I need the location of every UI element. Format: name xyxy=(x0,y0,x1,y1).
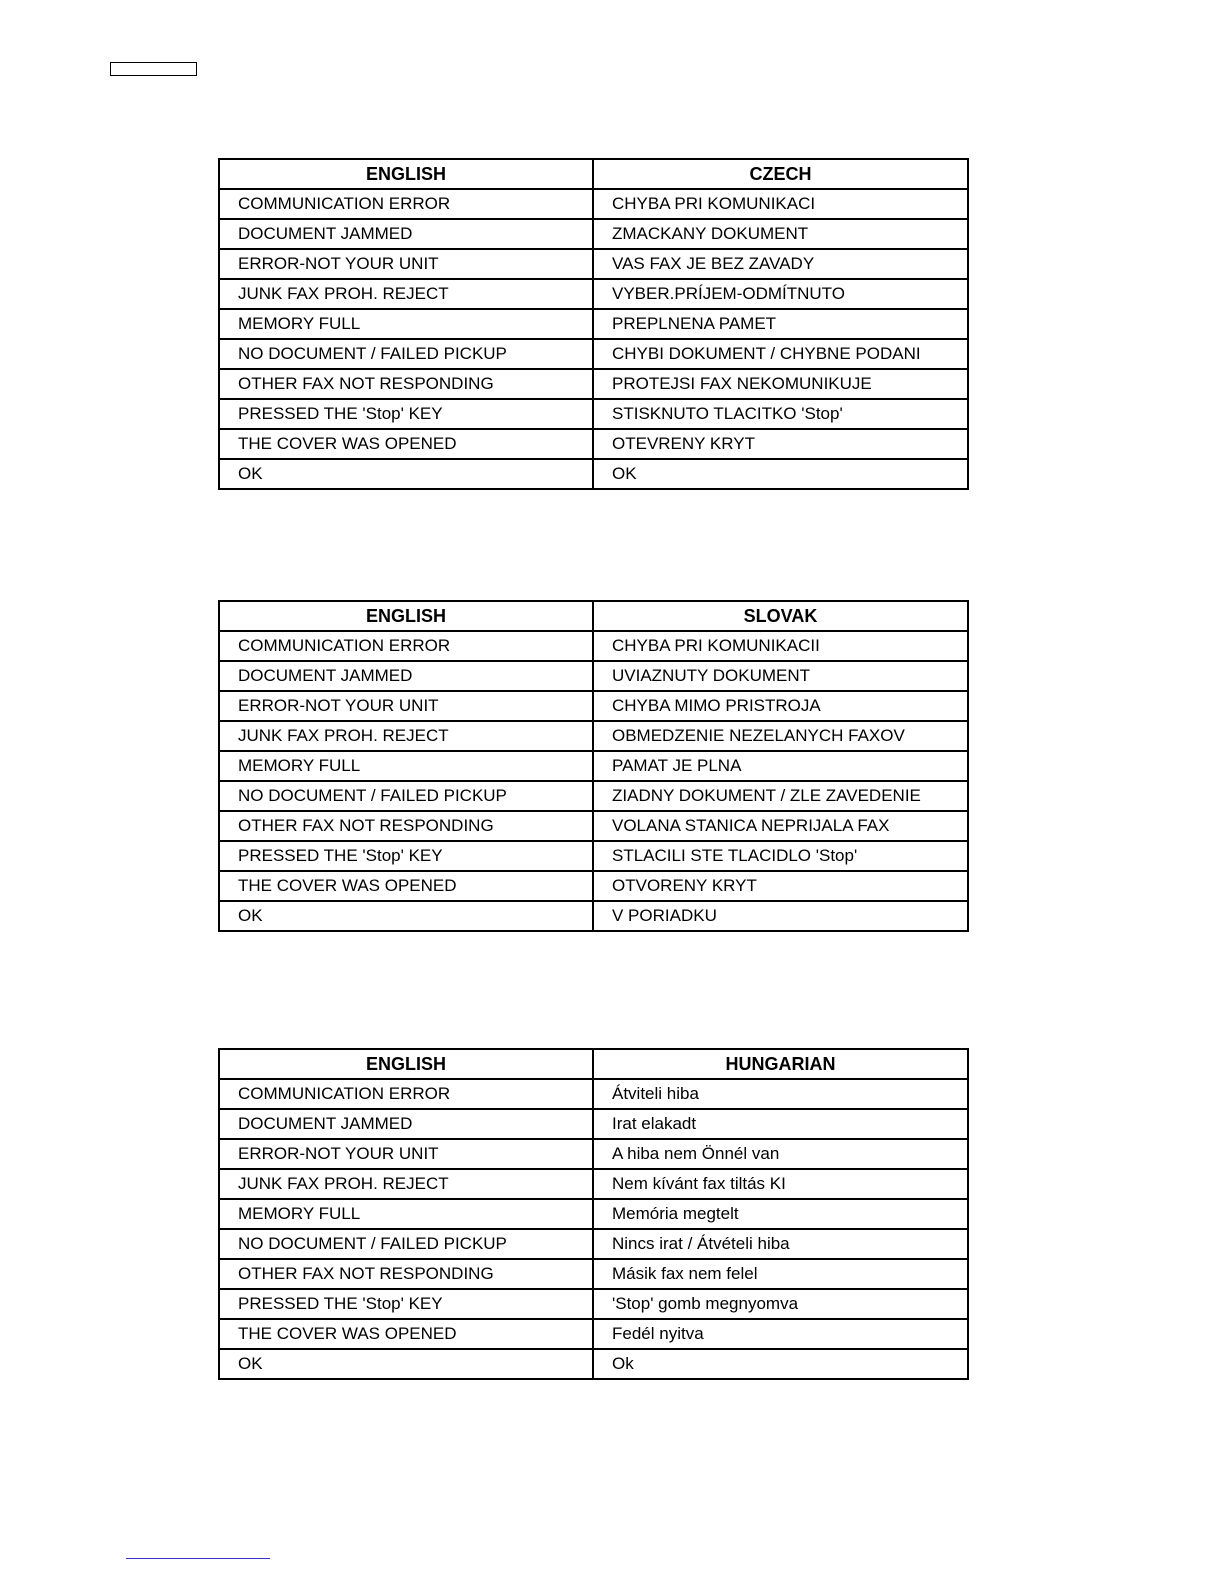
translated-message-cell: Fedél nyitva xyxy=(593,1319,968,1349)
english-message-cell: DOCUMENT JAMMED xyxy=(219,219,593,249)
table-row xyxy=(219,871,968,901)
table-row xyxy=(219,781,968,811)
english-message-cell: DOCUMENT JAMMED xyxy=(219,1109,593,1139)
czech-translation-table xyxy=(218,158,969,490)
translated-message-cell: Memória megtelt xyxy=(593,1199,968,1229)
english-message-cell: OK xyxy=(219,459,593,489)
table-row xyxy=(219,1259,968,1289)
table-row xyxy=(219,1169,968,1199)
english-message-cell: ERROR-NOT YOUR UNIT xyxy=(219,249,593,279)
english-message-cell: DOCUMENT JAMMED xyxy=(219,661,593,691)
table-row xyxy=(219,399,968,429)
footer-link-underline[interactable] xyxy=(126,1558,270,1559)
english-message-cell: ERROR-NOT YOUR UNIT xyxy=(219,1139,593,1169)
column-header-language: SLOVAK xyxy=(593,601,968,631)
english-message-cell: COMMUNICATION ERROR xyxy=(219,1079,593,1109)
table-row xyxy=(219,1319,968,1349)
translated-message-cell: CHYBA MIMO PRISTROJA xyxy=(593,691,968,721)
translated-message-cell: OTVORENY KRYT xyxy=(593,871,968,901)
translated-message-cell: Nem kívánt fax tiltás KI xyxy=(593,1169,968,1199)
table-row xyxy=(219,369,968,399)
table-row xyxy=(219,1289,968,1319)
english-message-cell: OTHER FAX NOT RESPONDING xyxy=(219,1259,593,1289)
translated-message-cell: CHYBA PRI KOMUNIKACI xyxy=(593,189,968,219)
translated-message-cell: OTEVRENY KRYT xyxy=(593,429,968,459)
table-row xyxy=(219,189,968,219)
column-header-language: CZECH xyxy=(593,159,968,189)
translated-message-cell: STLACILI STE TLACIDLO 'Stop' xyxy=(593,841,968,871)
translated-message-cell: ZIADNY DOKUMENT / ZLE ZAVEDENIE xyxy=(593,781,968,811)
column-header-english: ENGLISH xyxy=(219,159,593,189)
table-row xyxy=(219,721,968,751)
table-row xyxy=(219,1079,968,1109)
slovak-translation-table xyxy=(218,600,969,932)
column-header-english: ENGLISH xyxy=(219,601,593,631)
table-row xyxy=(219,841,968,871)
translated-message-cell: VYBER.PRÍJEM-ODMÍTNUTO xyxy=(593,279,968,309)
translated-message-cell: UVIAZNUTY DOKUMENT xyxy=(593,661,968,691)
english-message-cell: OK xyxy=(219,901,593,931)
translated-message-cell: V PORIADKU xyxy=(593,901,968,931)
table-row xyxy=(219,1139,968,1169)
english-message-cell: THE COVER WAS OPENED xyxy=(219,429,593,459)
english-message-cell: THE COVER WAS OPENED xyxy=(219,871,593,901)
english-message-cell: JUNK FAX PROH. REJECT xyxy=(219,1169,593,1199)
table-row xyxy=(219,811,968,841)
table-row xyxy=(219,309,968,339)
english-message-cell: PRESSED THE 'Stop' KEY xyxy=(219,1289,593,1319)
translated-message-cell: VAS FAX JE BEZ ZAVADY xyxy=(593,249,968,279)
table-row xyxy=(219,219,968,249)
translated-message-cell: Másik fax nem felel xyxy=(593,1259,968,1289)
translated-message-cell: Irat elakadt xyxy=(593,1109,968,1139)
table-row xyxy=(219,1109,968,1139)
table-body xyxy=(219,631,968,931)
table-row xyxy=(219,279,968,309)
table-row xyxy=(219,691,968,721)
english-message-cell: NO DOCUMENT / FAILED PICKUP xyxy=(219,781,593,811)
english-message-cell: MEMORY FULL xyxy=(219,1199,593,1229)
table-row xyxy=(219,1229,968,1259)
english-message-cell: OK xyxy=(219,1349,593,1379)
table-row xyxy=(219,429,968,459)
english-message-cell: COMMUNICATION ERROR xyxy=(219,189,593,219)
translated-message-cell: VOLANA STANICA NEPRIJALA FAX xyxy=(593,811,968,841)
table-row xyxy=(219,339,968,369)
english-message-cell: PRESSED THE 'Stop' KEY xyxy=(219,841,593,871)
translated-message-cell: A hiba nem Önnél van xyxy=(593,1139,968,1169)
translated-message-cell: STISKNUTO TLACITKO 'Stop' xyxy=(593,399,968,429)
translated-message-cell: 'Stop' gomb megnyomva xyxy=(593,1289,968,1319)
translated-message-cell: Nincs irat / Átvételi hiba xyxy=(593,1229,968,1259)
hungarian-translation-table xyxy=(218,1048,969,1380)
table-row xyxy=(219,1199,968,1229)
column-header-language: HUNGARIAN xyxy=(593,1049,968,1079)
english-message-cell: NO DOCUMENT / FAILED PICKUP xyxy=(219,1229,593,1259)
translated-message-cell: PREPLNENA PAMET xyxy=(593,309,968,339)
english-message-cell: THE COVER WAS OPENED xyxy=(219,1319,593,1349)
english-message-cell: OTHER FAX NOT RESPONDING xyxy=(219,811,593,841)
translated-message-cell: Ok xyxy=(593,1349,968,1379)
table-row xyxy=(219,631,968,661)
english-message-cell: NO DOCUMENT / FAILED PICKUP xyxy=(219,339,593,369)
translated-message-cell: PROTEJSI FAX NEKOMUNIKUJE xyxy=(593,369,968,399)
english-message-cell: MEMORY FULL xyxy=(219,309,593,339)
table-row xyxy=(219,661,968,691)
translated-message-cell: Átviteli hiba xyxy=(593,1079,968,1109)
english-message-cell: JUNK FAX PROH. REJECT xyxy=(219,279,593,309)
english-message-cell: JUNK FAX PROH. REJECT xyxy=(219,721,593,751)
english-message-cell: COMMUNICATION ERROR xyxy=(219,631,593,661)
table-row xyxy=(219,901,968,931)
table-header-row xyxy=(219,1049,968,1079)
table-row xyxy=(219,1349,968,1379)
translated-message-cell: OK xyxy=(593,459,968,489)
translated-message-cell: OBMEDZENIE NEZELANYCH FAXOV xyxy=(593,721,968,751)
english-message-cell: ERROR-NOT YOUR UNIT xyxy=(219,691,593,721)
table-body xyxy=(219,189,968,489)
english-message-cell: PRESSED THE 'Stop' KEY xyxy=(219,399,593,429)
table-row xyxy=(219,751,968,781)
table-row xyxy=(219,459,968,489)
translated-message-cell: CHYBA PRI KOMUNIKACII xyxy=(593,631,968,661)
table-row xyxy=(219,249,968,279)
translated-message-cell: CHYBI DOKUMENT / CHYBNE PODANI xyxy=(593,339,968,369)
translated-message-cell: ZMACKANY DOKUMENT xyxy=(593,219,968,249)
header-box xyxy=(110,62,197,76)
column-header-english: ENGLISH xyxy=(219,1049,593,1079)
table-header-row xyxy=(219,159,968,189)
english-message-cell: MEMORY FULL xyxy=(219,751,593,781)
english-message-cell: OTHER FAX NOT RESPONDING xyxy=(219,369,593,399)
translated-message-cell: PAMAT JE PLNA xyxy=(593,751,968,781)
table-header-row xyxy=(219,601,968,631)
table-body xyxy=(219,1079,968,1379)
